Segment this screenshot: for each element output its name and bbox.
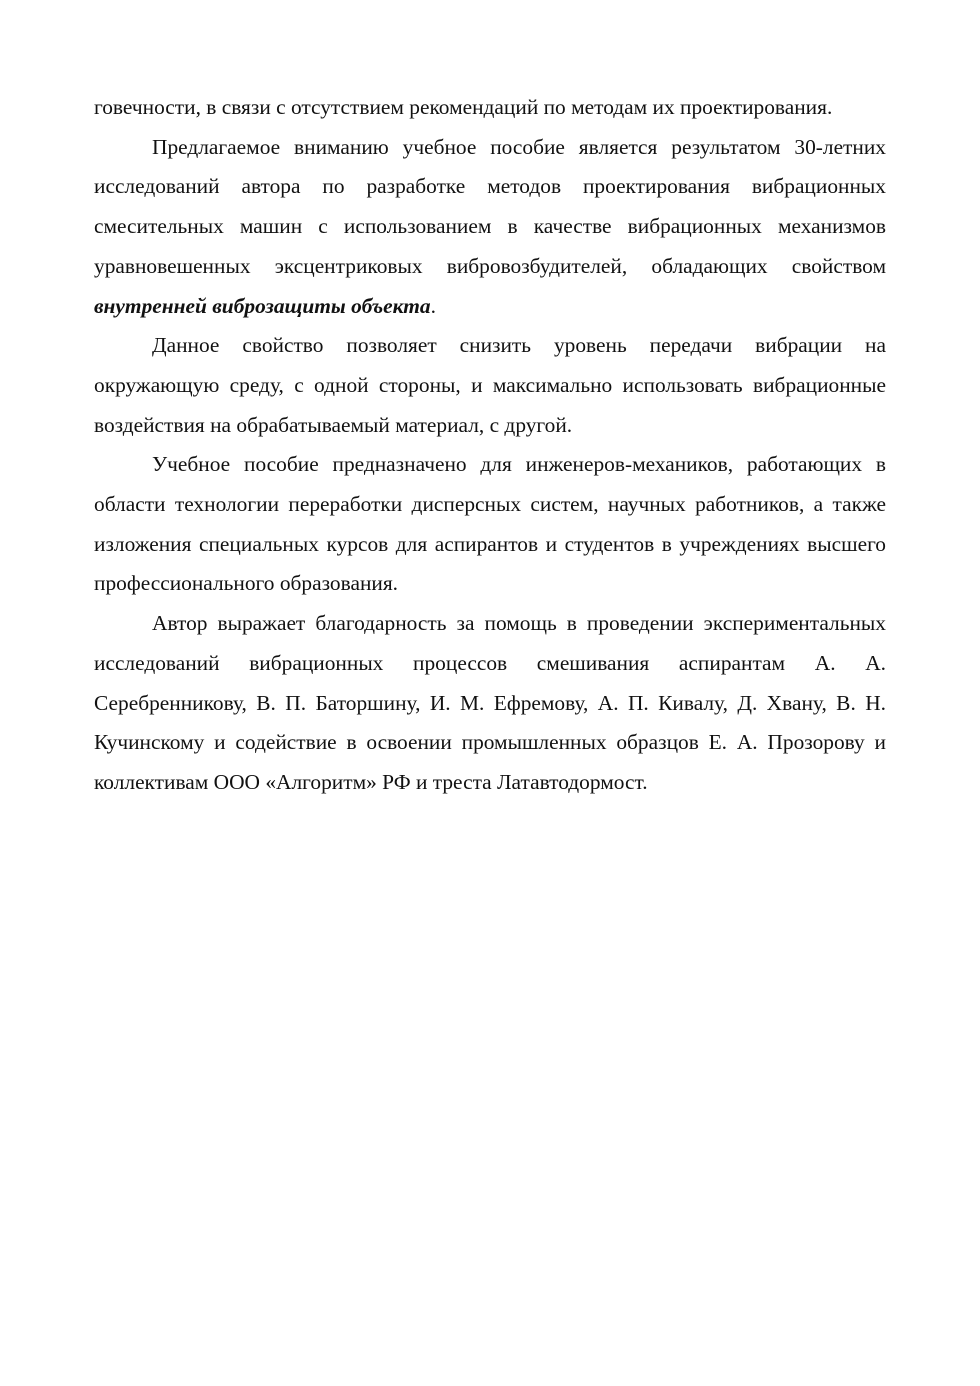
document-page [94, 88, 886, 803]
emphasized-term: внутренней виброзащиты объекта [94, 293, 431, 318]
paragraph-acknowledgements: Автор выражает благодарность за помощь в проведении экспериментальных исследований вибрационных процессов смешивания аспирантам А. А. Серебренникову, В. П. Батоpшину, И. М. Ефремову, А. П. Кивалу, Д. Хвану, В. Н. Кучинскому и содействие в освоении промышленных образцов Е. А. Прозорову и коллективам ООО «Алгоритм» РФ и треста Латавтодормост. [94, 611, 886, 794]
paragraph-purpose-text: Предлагаемое вниманию учебное пособие является результатом 30-летних исследований автора по разработке методов проектирования вибрационных смесительных машин с использованием в качестве вибрационных механизмов уравновешенных эксцентриковых вибровозбудителей, обладающих свойством [94, 134, 886, 278]
paragraph-property: Данное свойство позволяет снизить уровень передачи вибрации на окружающую среду, с одной стороны, и максимально использовать вибрационные воздействия на обрабатываемый материал, с другой. [94, 333, 886, 437]
paragraph-audience: Учебное пособие предназначено для инженеров-механиков, работающих в области технологии переработки дисперсных систем, научных работников, а также изложения специальных курсов для аспирантов и студентов в учреждениях высшего профессионального образования. [94, 452, 886, 596]
paragraph-continued: говечности, в связи с отсутствием рекомендаций по методам их проектирования. [94, 95, 833, 119]
paragraph-purpose [94, 128, 886, 327]
paragraph-purpose-end: . [430, 293, 436, 318]
